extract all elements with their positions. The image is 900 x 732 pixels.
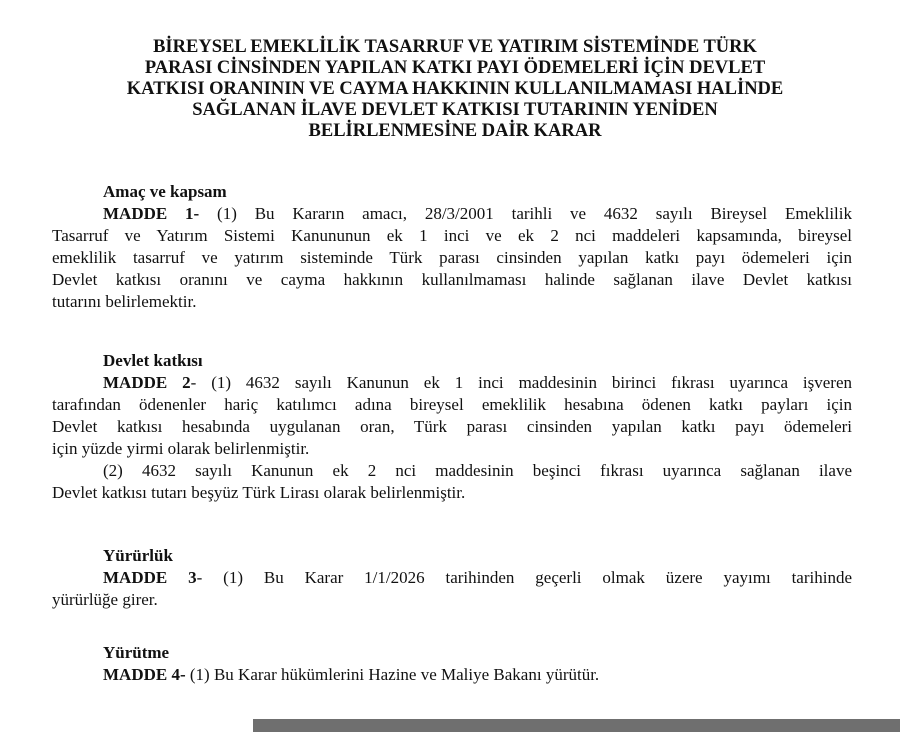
madde-label: MADDE 3 <box>103 568 197 587</box>
paragraph-line <box>52 664 852 686</box>
section-yurutme <box>52 642 852 686</box>
title-line: SAĞLANAN İLAVE DEVLET KATKISI TUTARININ YENİDEN <box>192 100 718 120</box>
paragraph-line: tarafından ödenenler hariç katılımcı adına bireysel emeklilik hesabına ödenen katkı payları için <box>52 395 852 414</box>
paragraph-line: tutarını belirlemektir. <box>52 292 197 311</box>
section-heading: Amaç ve kapsam <box>103 182 227 201</box>
document-title <box>60 37 850 142</box>
madde-label: MADDE 2 <box>103 373 191 392</box>
title-line: KATKISI ORANININ VE CAYMA HAKKININ KULLANILMAMASI HALİNDE <box>126 79 784 99</box>
paragraph-line <box>52 567 852 589</box>
bottom-gray-bar <box>253 719 900 732</box>
paragraph-line <box>52 203 852 225</box>
section-heading: Yürütme <box>103 643 170 662</box>
title-line: BİREYSEL EMEKLİLİK TASARRUF VE YATIRIM SİSTEMİNDE TÜRK <box>153 37 757 57</box>
paragraph-text: - (1) Bu Karar 1/1/2026 tarihinden geçerli olmak üzere yayımı tarihinde <box>196 568 852 587</box>
paragraph-text: (1) Bu Kararın amacı, 28/3/2001 tarihli ve 4632 sayılı Bireysel Emeklilik <box>199 204 852 223</box>
section-heading: Devlet katkısı <box>103 351 203 370</box>
madde-label: MADDE 4- <box>103 665 186 684</box>
paragraph-line: için yüzde yirmi olarak belirlenmiştir. <box>52 439 310 458</box>
paragraph-line: emeklilik tasarruf ve yatırım sisteminde Türk parası cinsinden yapılan katkı payı ödemeleri için <box>52 248 852 267</box>
paragraph-line: Devlet katkısı oranını ve cayma hakkının kullanılmaması halinde sağlanan ilave Devlet katkısı <box>52 270 852 289</box>
paragraph-line: Devlet katkısı tutarı beşyüz Türk Lirası olarak belirlenmiştir. <box>52 483 466 502</box>
madde-label: MADDE 1- <box>103 204 200 223</box>
paragraph-line: Devlet katkısı hesabında uygulanan oran, Türk parası cinsinden yapılan katkı payı ödemeleri <box>52 417 852 436</box>
paragraph-line: yürürlüğe girer. <box>52 590 158 609</box>
paragraph-text: (1) Bu Karar hükümlerini Hazine ve Maliye Bakanı yürütür. <box>185 665 600 684</box>
paragraph-line: (2) 4632 sayılı Kanunun ek 2 nci maddesinin beşinci fıkrası uyarınca sağlanan ilave <box>103 461 852 480</box>
title-line: PARASI CİNSİNDEN YAPILAN KATKI PAYI ÖDEMELERİ İÇİN DEVLET <box>144 58 766 78</box>
title-line: BELİRLENMESİNE DAİR KARAR <box>308 121 602 141</box>
paragraph-text: - (1) 4632 sayılı Kanunun ek 1 inci maddesinin birinci fıkrası uyarınca işveren <box>190 373 852 392</box>
section-yururluk <box>52 545 852 611</box>
paragraph-line <box>52 372 852 394</box>
section-heading: Yürürlük <box>103 546 173 565</box>
section-devlet-katkisi <box>52 350 852 504</box>
paragraph-line: Tasarruf ve Yatırım Sistemi Kanununun ek 1 inci ve ek 2 nci maddeleri kapsamında, bireysel <box>52 226 852 245</box>
section-amac-ve-kapsam <box>52 181 852 313</box>
